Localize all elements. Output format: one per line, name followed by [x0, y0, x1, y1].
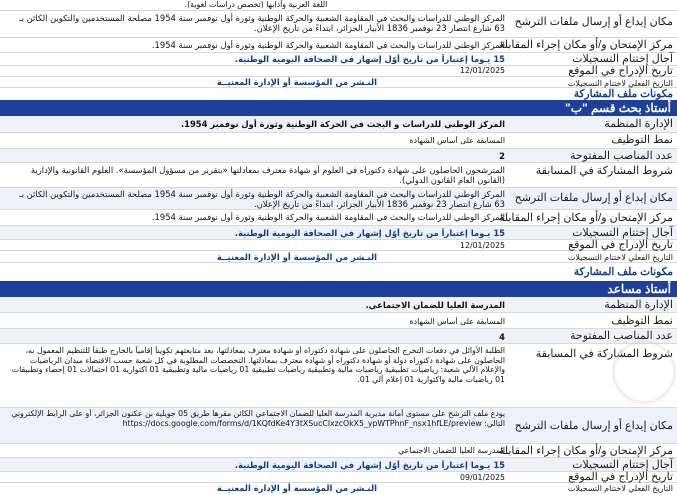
- table-row: [0, 240, 677, 251]
- row-value: المركز الوطني للدراسات والبحث في المقاومة الشعبية والحركة الوطنية وثورة أول نوفمبر سنة 1954 مصلحة المستخدمين والتكوين الكائن بـ 63 شارع انتصار 23 نوفمبر 1836 الأبيار الجزائر، ابتداءً من تاريخ الإعلان.: [19, 189, 505, 210]
- row-label: الإدارة المنظمة: [604, 118, 673, 130]
- row-label: مركز الإمتحان و/أو مكان إجراء المقابلة: [498, 212, 673, 224]
- row-label: مكان إيداع أو إرسال ملفات الترشح: [514, 192, 673, 204]
- row-label: مكان إيداع أو إرسال ملفات الترشح: [514, 420, 673, 432]
- table-row: [0, 188, 677, 210]
- row-value: اللغة العربية وآدابها (تخصص دراسات لغوية).: [184, 0, 328, 9]
- row-label: آجال إختتام التسجيلات: [572, 459, 673, 471]
- row-value: المسابقة على أساس الشهادة: [409, 136, 505, 145]
- row-label: شروط المشاركة في المسابقة: [535, 348, 673, 360]
- row-label: مكان إيداع أو إرسال ملفات الترشح: [514, 16, 673, 28]
- row-label: التاريخ الفعلي لاختتام التسجيلات: [567, 484, 673, 493]
- row-value: يودع ملف الترشح على مستوى أمانة مديرية المدرسة العليا للضمان الاجتماعي الكائن مقرها طريق 05 جويلية بن عكنون الجزائر، أو على الرابط الإلكتروني التالي: https://docs.google.com/forms/d/1KQfdKe4Y3tXSucClxzcOkX5_ypWTPhnF_nsx1hfLE/preview: [11, 409, 505, 428]
- table-row: [0, 313, 677, 329]
- table-row: [0, 210, 677, 226]
- table-row: [0, 38, 677, 53]
- table-row: [0, 458, 677, 472]
- section-header: أستاذ بحث قسم "ب": [0, 100, 677, 116]
- table-row: [0, 0, 677, 11]
- row-value: 2: [499, 151, 505, 161]
- row-value: 15 يـوما إعتباراً من تاريخ أوّل إشهار في الصحافة اليومية الوطنية.: [234, 54, 505, 64]
- row-label: تاريخ الإدراج في الموقع: [568, 239, 673, 251]
- row-value: 09/01/2025: [460, 473, 505, 482]
- watermark-seal: [612, 340, 676, 404]
- row-value: 12/01/2025: [460, 241, 505, 250]
- row-value: 15 يـوما إعتباراً من تاريخ أوّل إشهار في الصحافة اليومية الوطنية.: [234, 228, 505, 238]
- table-row: [0, 11, 677, 38]
- row-value: المترشحون الحاصلون على شهادة دكتوراه في العلوم أو شهادة معترف بمعادلتها «بتقرير من مسؤول المؤسسة». العلوم القانونية والإدارية (القانون العام القانون الدولي).: [30, 165, 505, 186]
- table-row: [0, 226, 677, 240]
- row-value: النـشر من المؤسسة أو الإدارة المعنيــة: [216, 77, 377, 87]
- row-value: المركز الوطني للدراسات والبحث في المقاومة الشعبية والحركة الوطنية وثورة أول نوفمبر سنة 1954.: [151, 212, 505, 222]
- row-label: مركز الإمتحان و/أو مكان إجراء المقابلة: [498, 39, 673, 51]
- row-value: الطلبة الأوائل في دفعات التخرج الحاصلون على شهادة دكتوراه أو شهادة معترف بمعادلتها، بعد متابعتهم تكويناً إقامياً بالخارج طبقاً للتنظيم المعمول به، الحاصلون على شهادة دكتوراه دولة أو شهادة دكتوراه أو شهادة معترف بمعادلتها. التخصصات المطلوبة في كل شعبة حسب الاقتضاء ميدان الرياضيات والإعلام الآلي شعبة: رياضيات تطبيقية رياضيات مالية وتطبيقية رياضيات تطبيقية 01 رياضيات مالية وتطبيقية 01 اكتوارية 01 احتمالات 01 إحصاء وتطبيقات 01 رياضيات مالية واكتوارية 01 إعلام آلي 01.: [11, 346, 505, 384]
- row-label: التاريخ الفعلي لاختتام التسجيلات: [567, 253, 673, 262]
- table-row: [0, 483, 677, 493]
- row-value: المدرسة العليا للضمان الاجتماعي: [398, 446, 505, 455]
- table-row: [0, 444, 677, 458]
- row-label: آجال إختتام التسجيلات: [572, 227, 673, 239]
- row-value: 4: [499, 332, 505, 342]
- components-title: مكونات ملف المشاركة: [573, 266, 673, 278]
- row-value: المركز الوطني للدراسات والبحث في المقاومة الشعبية والحركة الوطنية وثورة أول نوفمبر سنة 1954.: [151, 40, 505, 50]
- table-row: [0, 66, 677, 77]
- row-label: نمط التوظيف: [611, 134, 673, 146]
- row-label: عدد المناصب المفتوحة: [570, 150, 673, 162]
- table-row: [0, 251, 677, 263]
- table-row: [0, 344, 677, 408]
- row-label: التاريخ الفعلي لاختتام التسجيلات: [567, 79, 673, 88]
- table-row: [0, 116, 677, 133]
- table-row: [0, 133, 677, 149]
- row-label: شروط المشاركة في المسابقة: [535, 165, 673, 177]
- section-header: أستاذ مساعد: [0, 281, 677, 297]
- row-value: المركز الوطني للدراسات والبحث في المقاومة الشعبية والحركة الوطنية وثورة أول نوفمبر سنة 1954 مصلحة المستخدمين والتكوين الكائن بـ 63 شارع انتصار 23 نوفمبر 1836 الأبيار الجزائر، ابتداءً من تاريخ الإعلان.: [19, 13, 505, 34]
- table-row: [0, 77, 677, 88]
- row-label: مركز الإمتحان و/أو مكان إجراء المقابلة: [498, 445, 673, 457]
- table-row: [0, 408, 677, 444]
- row-value: 12/01/2025: [460, 66, 505, 75]
- row-label: آجال إختتام التسجيلات: [572, 53, 673, 65]
- table-row: [0, 329, 677, 344]
- components-title: مكونات ملف المشاركة: [573, 88, 673, 100]
- row-value: النـشر من المؤسسة أو الإدارة المعنيــة: [216, 483, 377, 493]
- row-value: المدرسة العليا للضمان الاجتماعي.: [365, 300, 505, 310]
- row-label: الإدارة المنظمة: [604, 299, 673, 311]
- row-label: تاريخ الإدراج في الموقع: [568, 65, 673, 77]
- row-value: المركز الوطني للدراسات و البحث في الحركة الوطنية وثورة أول نوفمبر 1954.: [180, 119, 505, 129]
- row-label: تاريخ الإدراج في الموقع: [568, 471, 673, 483]
- table-row: [0, 297, 677, 313]
- row-label: عدد المناصب المفتوحة: [570, 330, 673, 342]
- table-row: [0, 163, 677, 188]
- row-label: نمط التوظيف: [611, 315, 673, 327]
- row-value: النـشر من المؤسسة أو الإدارة المعنيــة: [216, 252, 377, 262]
- row-value: 15 يـوما إعتباراً من تاريخ أوّل إشهار في الصحافة اليومية الوطنية.: [234, 460, 505, 470]
- table-row: [0, 149, 677, 163]
- row-value: المسابقة على أساس الشهادة: [409, 317, 505, 326]
